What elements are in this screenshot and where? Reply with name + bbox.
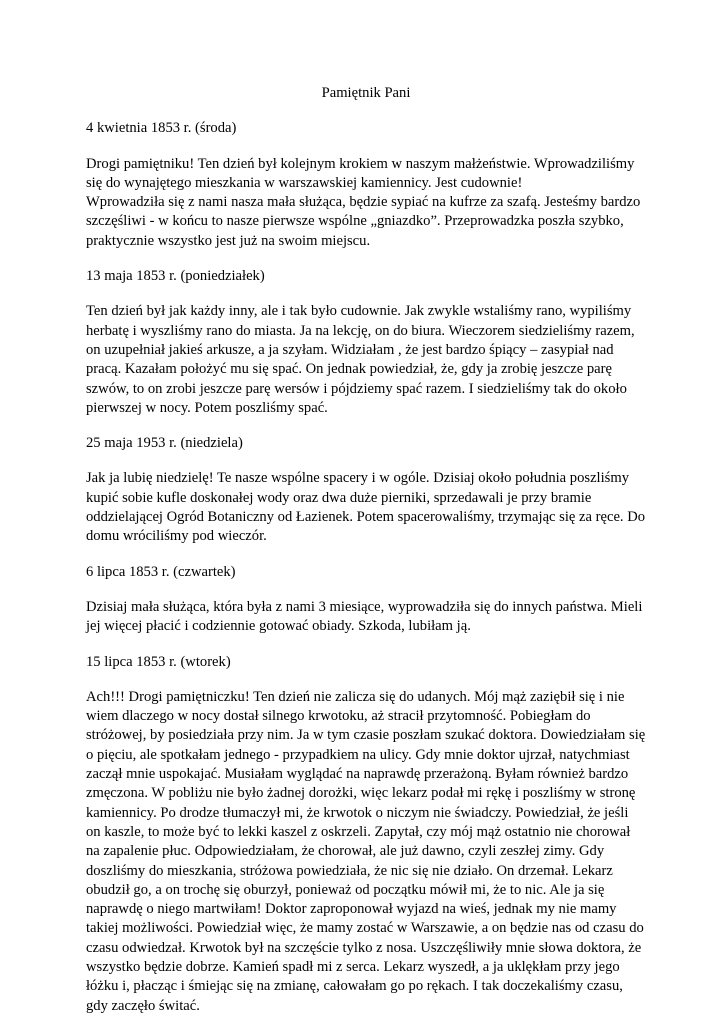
- entry-body-1: [86, 155, 646, 251]
- entry-paragraph: Wprowadziła się z nami nasza mała służąca, będzie sypiać na kufrze za szafą. Jesteśmy bardzo szczęśliwi - w końcu to nasze pierwsze wspólne „gniazdko”. Przeprowadzka poszła szybko, praktycznie wszystko jest już na swoim miejscu.: [86, 194, 641, 249]
- entry-date-5: 15 lipca 1853 r. (wtorek): [86, 653, 231, 670]
- entry-paragraph: Jak ja lubię niedzielę! Te nasze wspólne spacery i w ogóle. Dzisiaj około południa poszliśmy kupić sobie kufle doskonałej wody oraz dwa duże pierniki, sprzedawali je przy bramie oddzielającej Ogród Botaniczny od Łazienek. Potem spacerowaliśmy, trzymając się za ręce. Do domu wróciliśmy pod wieczór.: [86, 470, 646, 545]
- document-page: [86, 84, 646, 1032]
- entry-date-1: 4 kwietnia 1853 r. (środa): [86, 120, 237, 137]
- entry-paragraph: Ten dzień był jak każdy inny, ale i tak było cudownie. Jak zwykle wstaliśmy rano, wypiliśmy herbatę i wyszliśmy rano do miasta. Ja na lekcję, on do biura. Wieczorem siedzieliśmy razem, on uzupełniał jakieś arkusze, a ja szyłam. Widziałam , że jest bardzo śpiący – zasypiał nad pracą. Kazałam położyć mu się spać. On jednak powiedział, że, gdy ja zrobię jeszcze parę szwów, to on zrobi jeszcze parę wersów i pójdziemy spać razem. I siedzieliśmy tak do około pierwszej w nocy. Potem poszliśmy spać.: [86, 303, 635, 416]
- entry-paragraph: Dzisiaj mała służąca, która była z nami 3 miesiące, wyprowadziła się do innych państwa. Mieli jej więcej płacić i codziennie gotować obiady. Szkoda, lubiłam ją.: [86, 598, 643, 635]
- entry-paragraph: Ach!!! Drogi pamiętniczku! Ten dzień nie zalicza się do udanych. Mój mąż zaziębił się i nie wiem dlaczego w nocy dostał silnego krwotoku, aż stracił przytomność. Pobiegłam do stróżowej, by posiedziała przy nim. Ja w tym czasie poszłam szukać doktora. Dowiedziałam się o pięciu, ale spotkałam jednego - przypadkiem na ulicy. Gdy mnie doktor ujrzał, natychmiast zaczął mnie uspokajać. Musiałam wyglądać na naprawdę przerażoną. Byłam również bardzo zmęczona. W pobliżu nie było żadnej dorożki, więc lekarz podał mi rękę i poszliśmy w stronę kamiennicy. Po drodze tłumaczył mi, że krwotok o niczym nie świadczy. Powiedział, że jeśli on kaszle, to może być to lekki kaszel z oskrzeli. Zapytał, czy mój mąż ostatnio nie chorował na zapalenie płuc. Odpowiedziałam, że chorował, ale już dawno, czyli zeszłej zimy. Gdy doszliśmy do mieszkania, stróżowa powiedziała, że nic się nie działo. On drzemał. Lekarz obudził go, a on trochę się oburzył, ponieważ od początku mówił mi, że to nic. Ale ja się naprawdę o niego martwiłam! Doktor zaproponował wyjazd na wieś, jednak my nie mamy takiej możliwości. Powiedział więc, że mamy zostać w Warszawie, a on będzie nas od czasu do czasu odwiedzał. Krwotok był na szczęście tylko z nosa. Uszczęśliwiły mnie słowa doktora, że wszystko będzie dobrze. Kamień spadł mi z serca. Lekarz wyszedł, a ja uklękłam przy jego łóżku i, płacząc i śmiejąc się na zmianę, całowałam go po rękach. I tak doczekaliśmy czasu, gdy zaczęło świtać.: [86, 688, 646, 1014]
- entry-date-2: 13 maja 1853 r. (poniedziałek): [86, 268, 265, 285]
- entry-date-3: 25 maja 1953 r. (niedziela): [86, 435, 243, 452]
- entry-paragraph: Drogi pamiętniku! Ten dzień był kolejnym krokiem w naszym małżeństwie. Wprowadziliśmy się do wynajętego mieszkania w warszawskiej kamiennicy. Jest cudownie!: [86, 155, 635, 191]
- entry-date-4: 6 lipca 1853 r. (czwartek): [86, 563, 236, 580]
- document-title: Pamiętnik Pani: [321, 85, 411, 101]
